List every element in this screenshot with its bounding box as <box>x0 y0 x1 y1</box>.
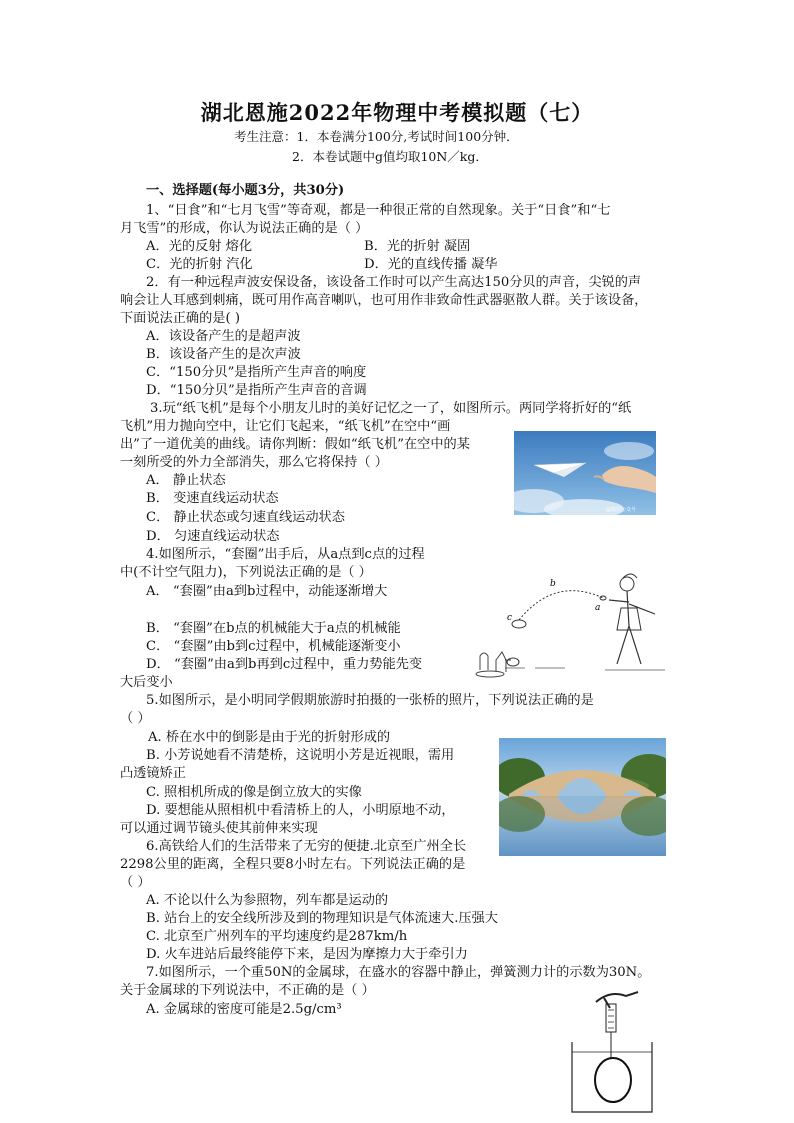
option: C. 北京至广州列车的平均速度约是287km/h <box>146 929 408 944</box>
text-line: 关于金属球的下列说法中，不正确的是（ ） <box>120 983 375 998</box>
point-b-label: b <box>550 579 556 589</box>
option: D． “套圈”由a到b再到c过程中，重力势能先变 <box>146 657 423 672</box>
option: D．光的直线传播 凝华 <box>364 257 498 272</box>
option: D．“150分贝”是指所产生声音的音调 <box>146 383 367 398</box>
notice-line-2: 2．本卷试题中g值均取10N／kg． <box>292 149 488 164</box>
text-line: 1、“日食”和“七月飞雪”等奇观，都是一种很正常的自然现象。关于“日食”和“七 <box>146 203 611 218</box>
page-title: 湖北恩施2022年物理中考模拟题（七） <box>200 100 594 125</box>
option: D. 火车进站后最终能停下来，是因为摩擦力大于牵引力 <box>146 947 468 962</box>
watermark-text: @微信公众号 <box>606 507 637 513</box>
text-line: 中(不计空气阻力)，下列说法正确的是（ ） <box>120 565 372 580</box>
text-line: 3.玩“纸飞机”是每个小朋友儿时的美好记忆之一了，如图所示。两同学将折好的“纸 <box>150 401 632 416</box>
option: A. 不论以什么为参照物，列车都是运动的 <box>146 893 389 908</box>
option: D． 匀速直线运动状态 <box>146 529 280 544</box>
text-line: 飞机”用力抛向空中，让它们飞起来，“纸飞机”在空中“画 <box>120 419 451 434</box>
option: A. 桥在水中的倒影是由于光的折射形成的 <box>148 730 391 745</box>
text-line: 4.如图所示，“套圈”出手后，从a点到c点的过程 <box>146 547 425 562</box>
text-line: 6.高铁给人们的生活带来了无穷的便捷.北京至广州全长 <box>146 839 467 854</box>
option: C．“150分贝”是指所产生声音的响度 <box>146 365 367 380</box>
option: A． 静止状态 <box>146 473 226 488</box>
option: B．该设备产生的是次声波 <box>146 347 301 362</box>
option: C． 静止状态或匀速直线运动状态 <box>146 510 345 525</box>
text-line: 一刻所受的外力全部消失，那么它将保持（ ） <box>120 455 388 470</box>
spring-scale-figure <box>566 988 658 1116</box>
bridge-photo <box>499 738 666 856</box>
text-line: 凸透镜矫正 <box>120 766 186 781</box>
option: B. 小芳说她看不清楚桥，这说明小芳是近视眼，需用 <box>146 748 455 763</box>
option: B．光的折射 凝固 <box>364 239 471 254</box>
text-line: （ ） <box>120 875 151 890</box>
text-line: 7.如图所示，一个重50N的金属球，在盛水的容器中静止，弹簧测力计的示数为30N。 <box>146 965 651 980</box>
text-line: 2．有一种远程声波安保设备，该设备工作时可以产生高达150分贝的声音，尖锐的声 <box>146 275 642 290</box>
text-line: 可以通过调节镜头使其前伸来实现 <box>120 821 318 836</box>
option: D. 要想能从照相机中看清桥上的人，小明原地不动， <box>146 803 455 818</box>
option: C. 照相机所成的像是倒立放大的实像 <box>146 785 362 800</box>
text-line: 月飞雪”的形成，你认为说法正确的是（ ） <box>120 221 369 236</box>
option: A．该设备产生的是超声波 <box>146 329 301 344</box>
text-line: （ ） <box>120 711 151 726</box>
notice-line-1: 考生注意：1．本卷满分100分,考试时间100分钟． <box>234 129 519 144</box>
option: B． 变速直线运动状态 <box>146 491 279 506</box>
option: B. 站台上的安全线所涉及到的物理知识是气体流速大.压强大 <box>146 911 498 926</box>
ring-toss-figure <box>505 568 675 676</box>
option: A. 金属球的密度可能是2.5g/cm³ <box>146 1002 342 1017</box>
text-line: 5.如图所示，是小明同学假期旅游时拍摄的一张桥的照片，下列说法正确的是 <box>146 693 594 708</box>
text-line: 出”了一道优美的曲线。请你判断：假如“纸飞机”在空中的某 <box>120 437 470 452</box>
point-a-label: a <box>595 603 601 613</box>
paper-airplane-photo <box>514 431 656 515</box>
option: A．光的反射 熔化 <box>146 239 253 254</box>
point-c-label: c <box>507 613 513 623</box>
option: C． “套圈”由b到c过程中，机械能逐渐变小 <box>146 639 401 654</box>
section-heading: 一、选择题(每小题3分，共30分) <box>146 183 345 198</box>
option: B． “套圈”在b点的机械能大于a点的机械能 <box>146 621 401 636</box>
text-line: 大后变小 <box>120 675 173 690</box>
text-line: 响会让人耳感到刺痛，既可用作高音喇叭，也可用作非致命性武器驱散人群。关于该设备， <box>120 293 648 308</box>
option: A． “套圈”由a到b过程中，动能逐渐增大 <box>146 584 388 599</box>
small-animal-drawing <box>472 640 512 680</box>
text-line: 2298公里的距离，全程只要8小时左右。下列说法正确的是 <box>120 857 466 872</box>
option: C．光的折射 汽化 <box>146 257 253 272</box>
text-line: 下面说法正确的是( ) <box>120 311 240 326</box>
